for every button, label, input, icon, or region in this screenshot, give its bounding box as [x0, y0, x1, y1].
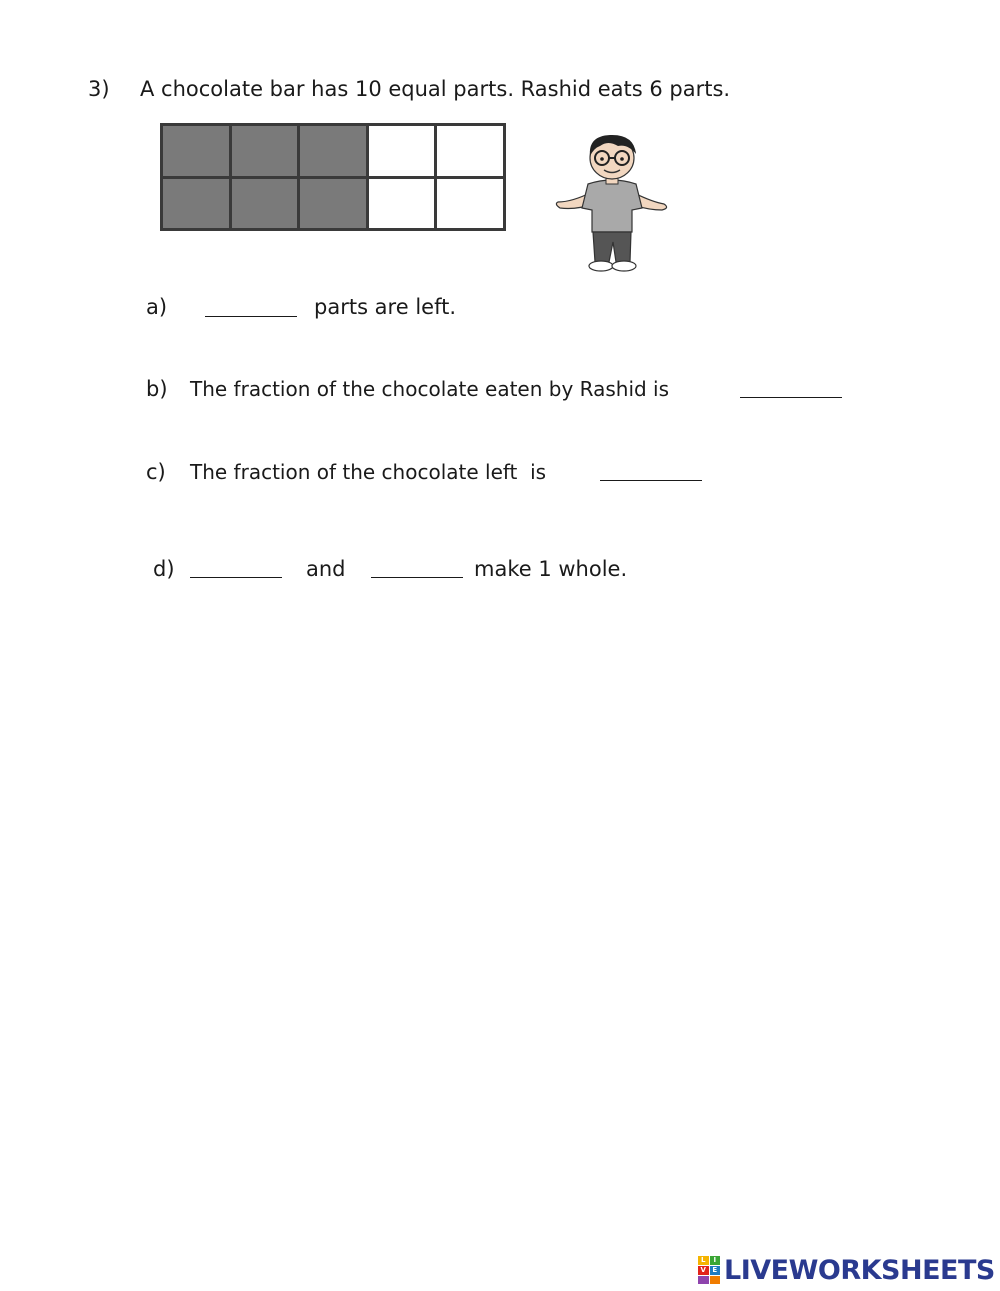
part-a-label: a) — [146, 295, 168, 319]
logo-square: E — [710, 1266, 721, 1275]
chocolate-part-eaten — [300, 179, 366, 229]
logo-square: V — [698, 1266, 709, 1275]
chocolate-part-eaten — [232, 126, 298, 176]
part-d-and-text: and — [306, 557, 346, 581]
logo-square: L — [698, 1256, 709, 1265]
chocolate-bar — [160, 123, 506, 231]
part-d-end-text: make 1 whole. — [474, 557, 628, 581]
part-a-text: parts are left. — [314, 295, 457, 319]
chocolate-part-eaten — [232, 179, 298, 229]
chocolate-part-left — [369, 126, 435, 176]
part-d-label: d) — [153, 557, 175, 581]
chocolate-part-left — [437, 179, 503, 229]
part-b-answer-blank[interactable] — [740, 397, 842, 398]
part-d-answer-blank-1[interactable] — [190, 577, 282, 578]
part-d-answer-blank-2[interactable] — [371, 577, 463, 578]
part-b-text: The fraction of the chocolate eaten by Rashid is — [190, 377, 670, 401]
chocolate-part-eaten — [300, 126, 366, 176]
liveworksheets-logo-icon — [698, 1256, 720, 1284]
question-number: 3) — [88, 77, 110, 101]
liveworksheets-brand — [698, 1254, 995, 1286]
part-a-answer-blank[interactable] — [205, 316, 297, 317]
part-c-text: The fraction of the chocolate left is — [190, 460, 547, 484]
chocolate-part-eaten — [163, 179, 229, 229]
part-c-label: c) — [146, 460, 166, 484]
chocolate-part-left — [369, 179, 435, 229]
part-c-answer-blank[interactable] — [600, 480, 702, 481]
chocolate-part-eaten — [163, 126, 229, 176]
logo-square: I — [710, 1256, 721, 1265]
logo-square — [710, 1276, 721, 1284]
chocolate-part-left — [437, 126, 503, 176]
brand-name: LIVEWORKSHEETS — [724, 1254, 995, 1286]
question-text: A chocolate bar has 10 equal parts. Rashid eats 6 parts. — [140, 77, 731, 101]
logo-square — [698, 1276, 709, 1284]
part-b-label: b) — [146, 377, 168, 401]
boy-illustration — [552, 130, 672, 275]
